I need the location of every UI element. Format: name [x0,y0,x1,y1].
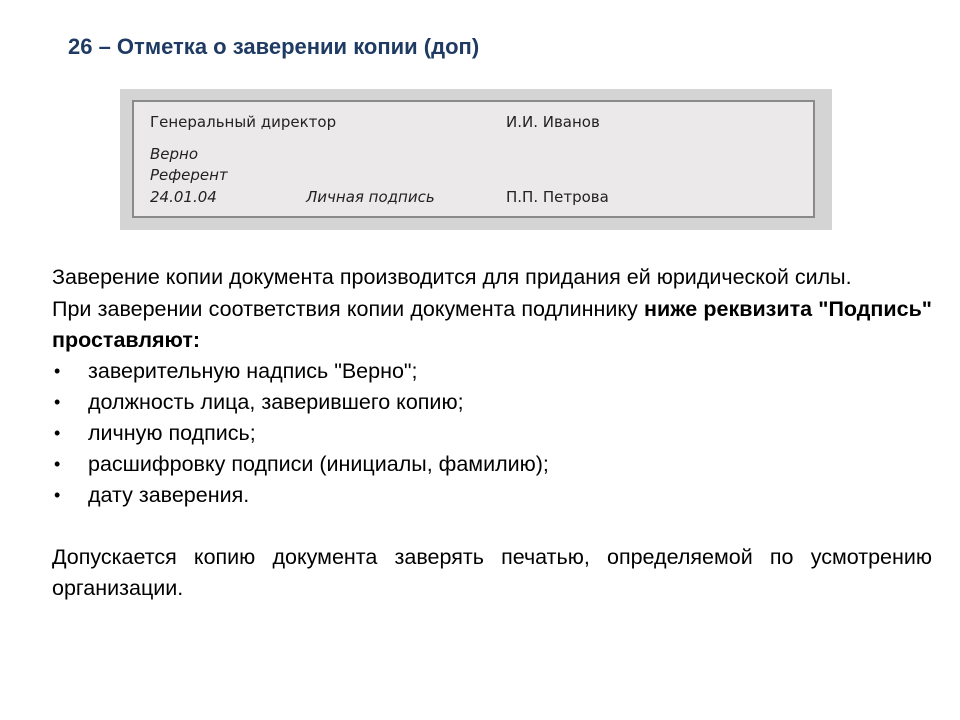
list-item-text: расшифровку подписи (инициалы, фамилию); [88,452,549,476]
list-item-text: должность лица, заверившего копию; [88,390,464,414]
list-item-text: дату заверения. [88,483,250,507]
slide-title: 26 – Отметка о заверении копии (доп) [68,34,480,59]
list-item [52,480,932,511]
requirements-list [52,356,932,511]
list-item [52,418,932,449]
example-director-name: И.И. Иванов [506,113,600,131]
list-item [52,356,932,387]
example-signature: Личная подпись [306,188,435,206]
bullet-icon: • [54,454,61,474]
example-signer-name: П.П. Петрова [506,188,609,206]
example-certify-note: Верно [150,145,199,163]
paragraph-requirements [52,294,932,356]
paragraph-purpose: Заверение копии документа производится для придания ей юридической силы. [52,265,852,289]
bullet-icon: • [54,485,61,505]
list-item-text: заверительную надпись "Верно"; [88,359,418,383]
example-role: Референт [150,166,228,184]
certification-example-box [132,100,815,218]
paragraph-requirements-bold: ниже реквизита "Подпись" проставляют: [52,297,933,352]
paragraph-requirements-normal: При заверении соответствия копии документа подлиннику [52,297,645,321]
slide-body [52,262,932,604]
list-item-text: личную подпись; [88,421,256,445]
example-position: Генеральный директор [150,113,337,131]
list-item [52,449,932,480]
list-item [52,387,932,418]
bullet-icon: • [54,361,61,381]
bullet-icon: • [54,392,61,412]
example-date: 24.01.04 [150,188,217,206]
paragraph-seal: Допускается копию документа заверять печатью, определяемой по усмотрению организации. [52,545,932,600]
bullet-icon: • [54,423,61,443]
